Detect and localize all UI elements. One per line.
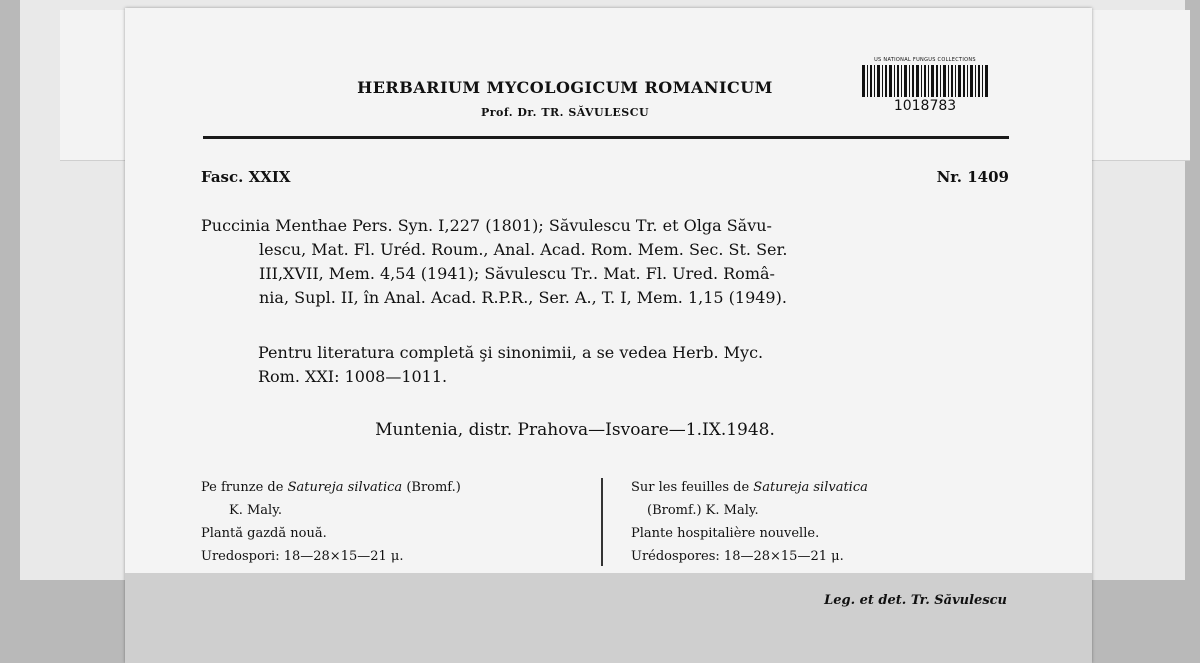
host-species: Satureja silvatica [287,480,403,495]
host-authority-line: (Bromf.) K. Maly. [647,503,759,518]
host-prefix: Pe frunze de [201,480,284,495]
reference-line: III,XVII, Mem. 4,54 (1941); Săvulescu Tr.. Mat. Fl. Ured. Româ- [259,264,775,283]
header-rule [203,136,1009,139]
barcode-number: 1018783 [893,98,957,114]
literature-line: Rom. XXI: 1008—1011. [258,367,448,386]
barcode-icon [860,65,990,97]
host-line [631,476,1021,499]
host-line [201,476,581,499]
label-bottom-band [125,573,1092,663]
barcode-sticker [853,53,997,128]
host-species: Satureja silvatica [753,480,868,495]
host-prefix: Sur les feuilles de [631,480,750,495]
host-info-romanian [201,476,581,568]
reference-line: nia, Supl. II, în Anal. Acad. R.P.R., Ser. A., T. I, Mem. 1,15 (1949). [259,288,787,307]
collection-locality: Muntenia, distr. Prahova—Isvoare—1.IX.1948. [375,420,775,440]
barcode-caption: US NATIONAL FUNGUS COLLECTIONS [874,57,976,63]
fascicle-number: Fasc. XXIX [201,168,291,186]
herbarium-curator: Prof. Dr. TR. SĂVULESCU [480,106,650,119]
specimen-label [125,8,1092,663]
literature-note [258,341,1010,389]
spore-size: Urédospores: 18—28×15—21 μ. [631,549,844,564]
herbarium-title: HERBARIUM MYCOLOGICUM ROMANICUM [357,78,773,97]
reference-line: lescu, Mat. Fl. Uréd. Roum., Anal. Acad. Rom. Mem. Sec. St. Ser. [259,240,788,259]
host-authority-line: K. Maly. [229,503,282,518]
taxon-reference [201,214,1011,310]
column-divider [601,478,603,566]
new-host-note: Plantă gazdă nouă. [201,526,327,541]
literature-line: Pentru literatura completă şi sinonimii, a se vedea Herb. Myc. [258,343,764,362]
reference-line: Puccinia Menthae Pers. Syn. I,227 (1801); Săvulescu Tr. et Olga Săvu- [201,216,772,235]
host-info-french [631,476,1021,568]
specimen-number: Nr. 1409 [936,168,1009,186]
spore-size: Uredospori: 18—28×15—21 μ. [201,549,404,564]
new-host-note: Plante hospitalière nouvelle. [631,526,820,541]
collector-credit: Leg. et det. Tr. Săvulescu [824,593,1007,608]
host-authority: (Bromf.) [406,480,461,495]
